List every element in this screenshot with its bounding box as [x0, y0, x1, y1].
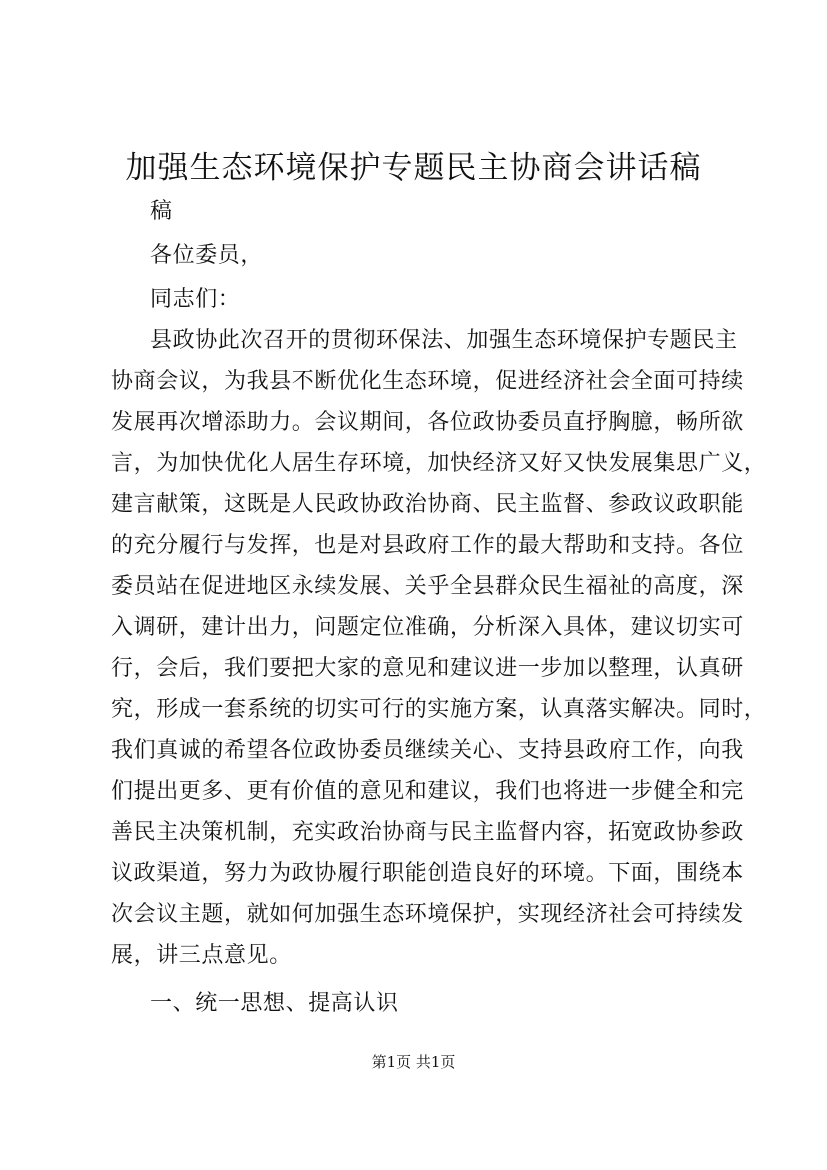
text-line-fragment: 稿: [150, 199, 173, 224]
page-footer: 第1页 共1页: [371, 1053, 456, 1071]
salutation-line: 各位委员，: [150, 243, 264, 268]
paragraph-line: 发展再次增添助力。会议期间，各位政协委员直抒胸臆，畅所欲: [111, 410, 744, 435]
paragraph-line: 究，形成一套系统的切实可行的实施方案，认真落实解决。同时，: [111, 697, 767, 722]
paragraph-line-last: 展，讲三点意见。: [111, 943, 292, 968]
paragraph-line: 善民主决策机制，充实政治协商与民主监督内容，拓宽政协参政: [111, 820, 744, 845]
document-title: 加强生态环境保护专题民主协商会讲话稿: [125, 150, 702, 186]
salutation-line: 同志们：: [150, 287, 241, 312]
paragraph-line: 县政协此次召开的贯彻环保法、加强生态环境保护专题民主: [150, 328, 738, 353]
section-heading: 一、统一思想、提高认识: [150, 991, 399, 1016]
paragraph-line: 议政渠道，努力为政协履行职能创造良好的环境。下面，围绕本: [111, 861, 744, 886]
paragraph-line: 行，会后，我们要把大家的意见和建议进一步加以整理，认真研: [111, 656, 744, 681]
paragraph-line: 委员站在促进地区永续发展、关乎全县群众民生福祉的高度，深: [111, 574, 744, 599]
paragraph-line: 协商会议，为我县不断优化生态环境，促进经济社会全面可持续: [111, 369, 744, 394]
paragraph-line: 的充分履行与发挥，也是对县政府工作的最大帮助和支持。各位: [111, 533, 744, 558]
paragraph-line: 建言献策，这既是人民政协政治协商、民主监督、参政议政职能: [111, 492, 744, 517]
paragraph-line: 次会议主题，就如何加强生态环境保护，实现经济社会可持续发: [111, 902, 744, 927]
paragraph-line: 我们真诚的希望各位政协委员继续关心、支持县政府工作，向我: [111, 738, 744, 763]
paragraph-line: 入调研，建计出力，问题定位准确，分析深入具体，建议切实可: [111, 615, 744, 640]
paragraph-line: 言，为加快优化人居生存环境，加快经济又好又快发展集思广义，: [111, 451, 767, 476]
paragraph-line: 们提出更多、更有价值的意见和建议，我们也将进一步健全和完: [111, 779, 744, 804]
